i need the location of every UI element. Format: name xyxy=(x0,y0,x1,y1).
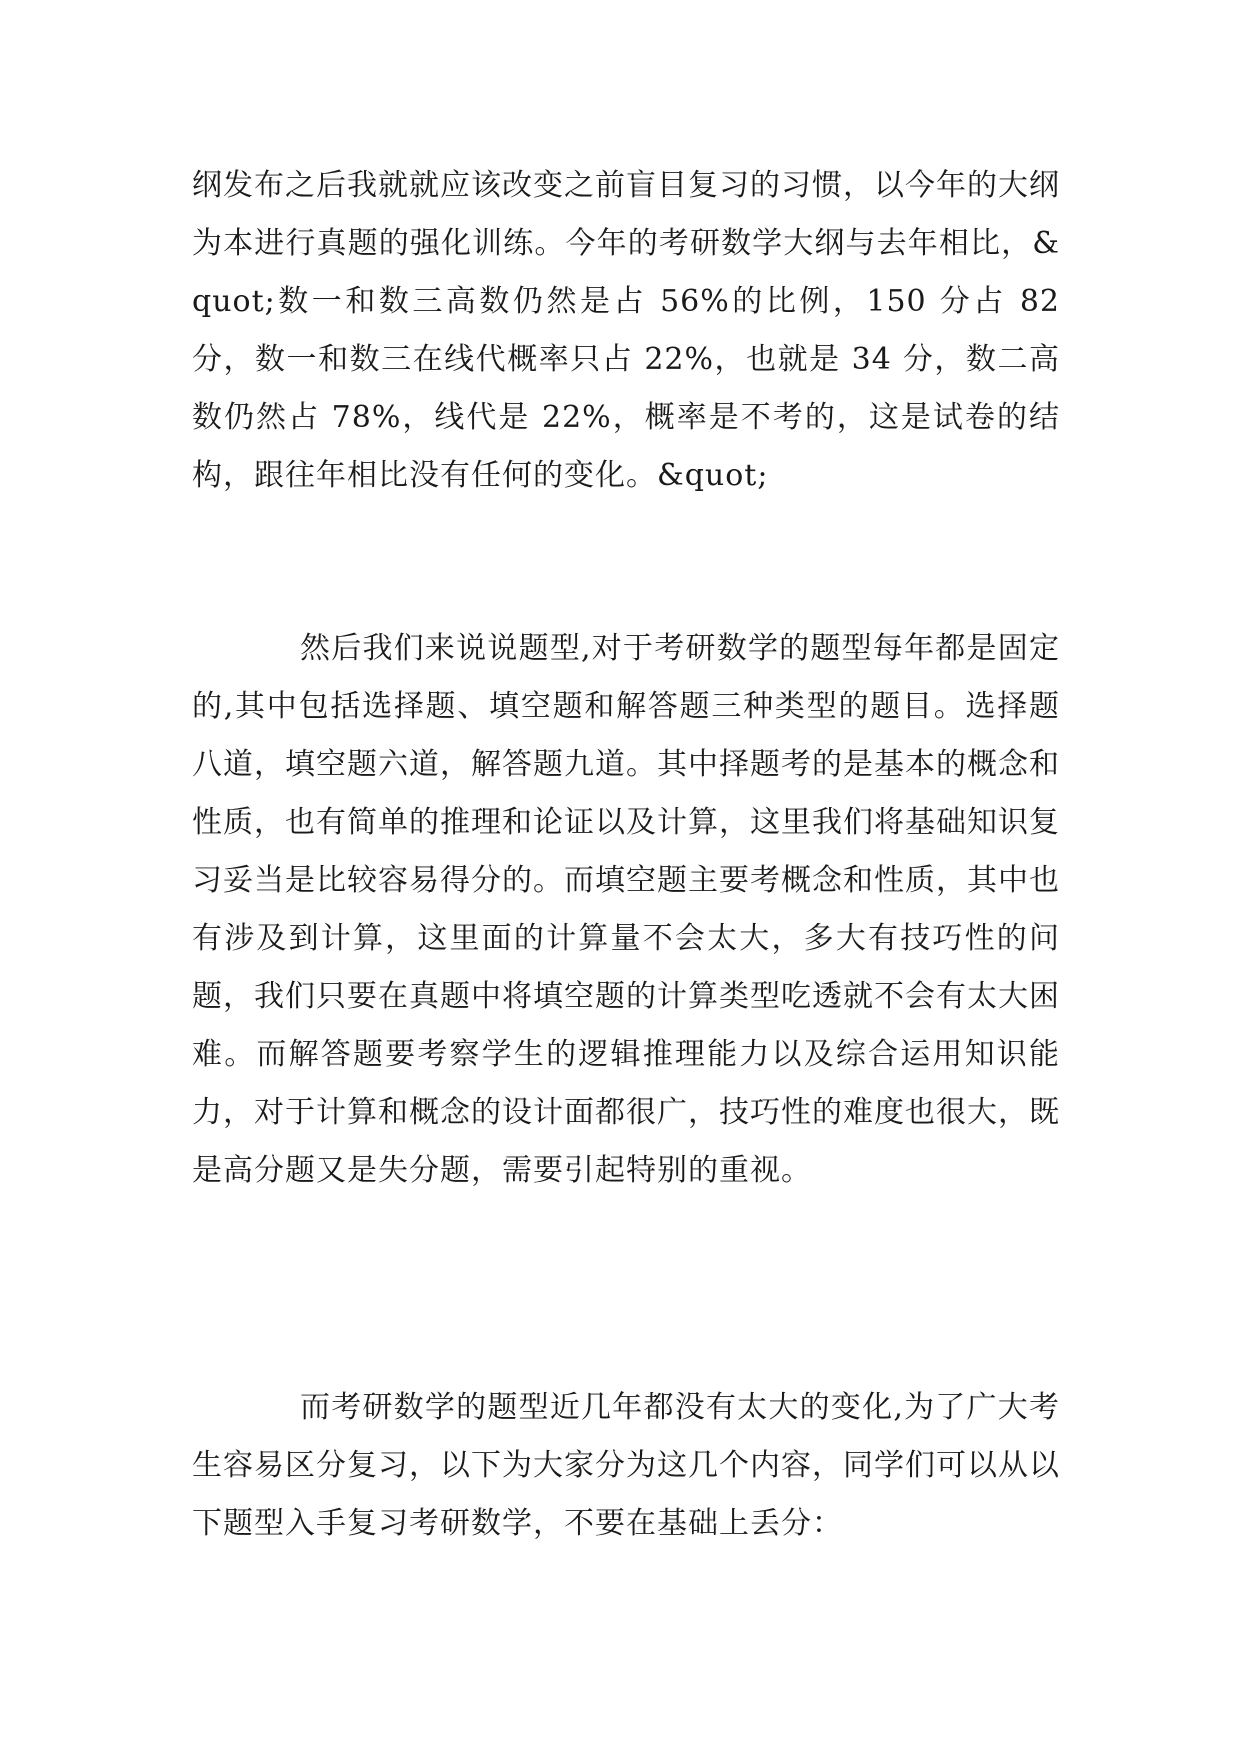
paragraph-3: 而考研数学的题型近几年都没有太大的变化,为了广大考生容易区分复习，以下为大家分为这几个内容，同学们可以从以下题型入手复习考研数学，不要在基础上丢分： xyxy=(192,1390,1060,1541)
paragraph-1: 纲发布之后我就就应该改变之前盲目复习的习惯，以今年的大纲为本进行真题的强化训练。今年的考研数学大纲与去年相比，&quot;数一和数三高数仍然是占 56%的比例，150 分占 82 分，数一和数三在线代概率只占 22%，也就是 34 分，数二高数仍然占 78%，线代是 22%，概率是不考的，这是试卷的结构，跟往年相比没有任何的变化。&quot; xyxy=(192,168,1060,493)
paragraph-2: 然后我们来说说题型,对于考研数学的题型每年都是固定的,其中包括选择题、填空题和解答题三种类型的题目。选择题八道，填空题六道，解答题九道。其中择题考的是基本的概念和性质，也有简单的推理和论证以及计算，这里我们将基础知识复习妥当是比较容易得分的。而填空题主要考概念和性质，其中也有涉及到计算，这里面的计算量不会太大，多大有技巧性的问题，我们只要在真题中将填空题的计算类型吃透就不会有太大困难。而解答题要考察学生的逻辑推理能力以及综合运用知识能力，对于计算和概念的设计面都很广，技巧性的难度也很大，既是高分题又是失分题，需要引起特别的重视。 xyxy=(192,631,1060,1188)
